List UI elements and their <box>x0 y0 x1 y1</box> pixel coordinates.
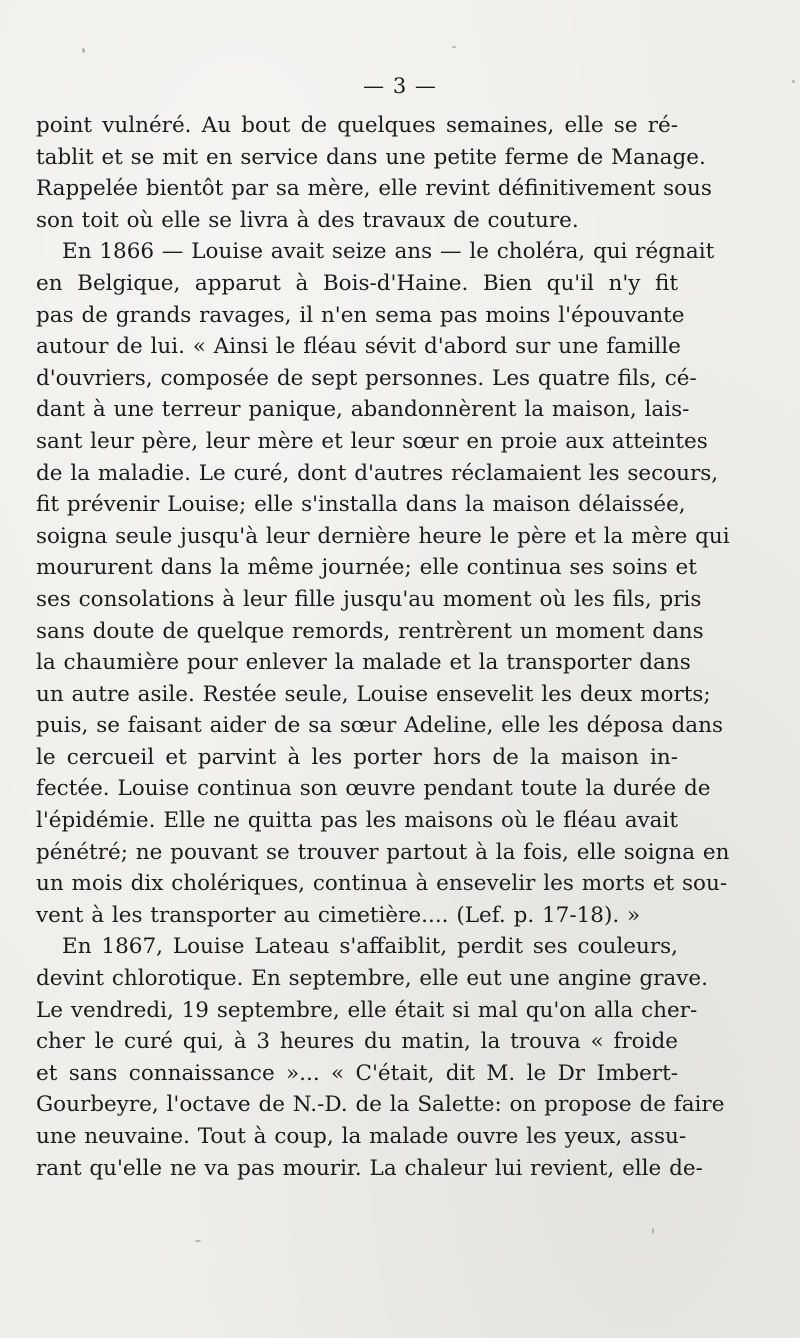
text-line: devint chlorotique. En septembre, elle eut une angine grave. <box>36 966 708 992</box>
text-line: Gourbeyre, l'octave de N.-D. de la Salette: on propose de faire <box>36 1092 725 1118</box>
text-line: cher le curé qui, à 3 heures du matin, la trouva « froide <box>36 1029 678 1055</box>
text-line: vent à les transporter au cimetière.... (Lef. p. 17-18). » <box>36 902 641 928</box>
text-line: sant leur père, leur mère et leur sœur en proie aux atteintes <box>36 428 708 454</box>
text-line: soigna seule jusqu'à leur dernière heure le père et la mère qui <box>36 523 730 549</box>
text-line: sans doute de quelque remords, rentrèrent un moment dans <box>36 618 704 644</box>
text-line: point vulnéré. Au bout de quelques semaines, elle se ré- <box>36 113 678 138</box>
text-line: tablit et se mit en service dans une petite ferme de Manage. <box>36 144 706 170</box>
text-line: en Belgique, apparut à Bois-d'Haine. Bien qu'il n'y fit <box>36 270 678 296</box>
scan-speck <box>452 46 456 48</box>
body-text <box>36 110 730 1184</box>
text-line: En 1867, Louise Lateau s'affaiblit, perdit ses couleurs, <box>62 934 678 960</box>
scan-speck <box>82 48 85 53</box>
text-line: En 1866 — Louise avait seize ans — le choléra, qui régnait <box>62 239 715 265</box>
text-line: Rappelée bientôt par sa mère, elle revint définitivement sous <box>36 176 712 202</box>
text-line: fectée. Louise continua son œuvre pendant toute la durée de <box>36 776 711 802</box>
page-number: — 3 — <box>363 74 437 98</box>
scan-speck <box>652 1228 654 1234</box>
scan-speck <box>195 1240 201 1242</box>
text-line: pénétré; ne pouvant se trouver partout à la fois, elle soigna en <box>36 839 730 865</box>
text-line: pas de grands ravages, il n'en sema pas moins l'épouvante <box>36 302 685 328</box>
scan-speck <box>792 80 795 83</box>
text-line: son toit où elle se livra à des travaux de couture. <box>36 207 579 233</box>
text-line: ses consolations à leur fille jusqu'au moment où les fils, pris <box>36 586 702 612</box>
text-line: d'ouvriers, composée de sept personnes. Les quatre fils, cé- <box>36 365 697 391</box>
text-line: l'épidémie. Elle ne quitta pas les maisons où le fléau avait <box>36 808 678 834</box>
text-line: de la maladie. Le curé, dont d'autres réclamaient les secours, <box>36 460 719 486</box>
text-line: un autre asile. Restée seule, Louise ensevelit les deux morts; <box>36 681 711 707</box>
text-line: autour de lui. « Ainsi le fléau sévit d'abord sur une famille <box>36 334 681 360</box>
text-line: puis, se faisant aider de sa sœur Adeline, elle les déposa dans <box>36 713 724 739</box>
text-line: le cercueil et parvint à les porter hors de la maison in- <box>36 744 678 770</box>
text-line: une neuvaine. Tout à coup, la malade ouvre les yeux, assu- <box>36 1124 687 1149</box>
text-line: et sans connaissance »... « C'était, dit M. le Dr Imbert- <box>36 1060 678 1086</box>
text-line: fit prévenir Louise; elle s'installa dans la maison délaissée, <box>36 492 686 518</box>
text-line: rant qu'elle ne va pas mourir. La chaleur lui revient, elle de- <box>36 1155 703 1181</box>
text-line: un mois dix cholériques, continua à ensevelir les morts et sou- <box>36 871 728 897</box>
text-line: Le vendredi, 19 septembre, elle était si mal qu'on alla cher- <box>36 997 698 1023</box>
text-line: la chaumière pour enlever la malade et la transporter dans <box>36 650 691 676</box>
text-line: moururent dans la même journée; elle continua ses soins et <box>36 555 697 581</box>
text-line: dant à une terreur panique, abandonnèrent la maison, lais- <box>36 397 690 423</box>
